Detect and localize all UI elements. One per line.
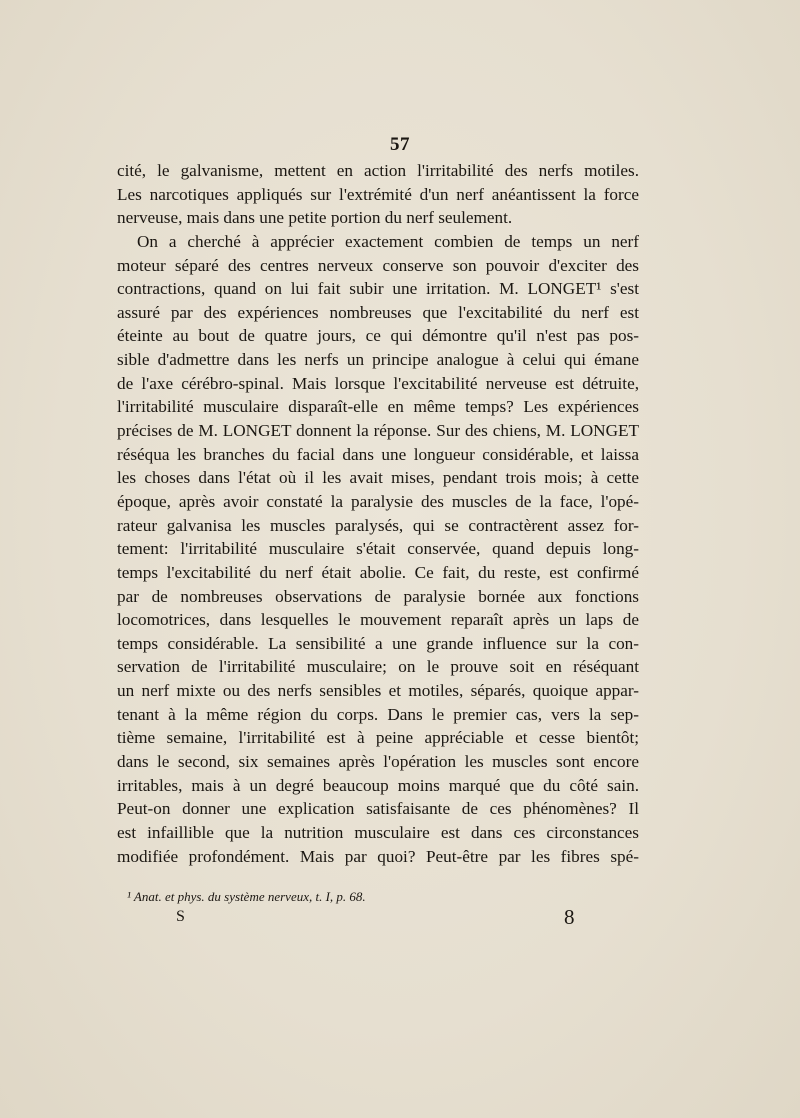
text-line: modifiée profondément. Mais par quoi? Peut-être par les fibres spé- [117, 846, 639, 866]
text-line: rateur galvanisa les muscles paralysés, qui se contractèrent assez for- [117, 515, 639, 535]
text-line: tenant à la même région du corps. Dans le premier cas, vers la sep- [117, 704, 639, 724]
text-line: Les narcotiques appliqués sur l'extrémité d'un nerf anéantissent la force [117, 184, 639, 204]
text-line: assuré par des expériences nombreuses que l'excitabilité du nerf est [117, 302, 639, 322]
text-line: temps l'excitabilité du nerf était abolie. Ce fait, du reste, est confirmé [117, 562, 639, 582]
text-line: tement: l'irritabilité musculaire s'était conservée, quand depuis long- [117, 539, 639, 559]
text-line: tième semaine, l'irritabilité est à peine appréciable et cesse bientôt; [117, 728, 639, 748]
text-line: sible d'admettre dans les nerfs un principe analogue à celui qui émane [117, 350, 639, 370]
text-line: moteur séparé des centres nerveux conserve son pouvoir d'exciter des [117, 255, 639, 275]
text-line: l'irritabilité musculaire disparaît-elle en même temps? Les expériences [117, 397, 639, 417]
text-line: par de nombreuses observations de paralysie bornée aux fonctions [117, 586, 639, 606]
text-line: éteinte au bout de quatre jours, ce qui démontre qu'il n'est pas pos- [117, 326, 639, 346]
text-line: contractions, quand on lui fait subir une irritation. M. LONGET¹ s'est [117, 279, 639, 299]
text-line: un nerf mixte ou des nerfs sensibles et motiles, séparés, quoique appar- [117, 681, 639, 701]
text-line: précises de M. LONGET donnent la réponse. Sur des chiens, M. LONGET [117, 421, 639, 441]
text-line: les choses dans l'état où il les avait mises, pendant trois mois; à cette [117, 468, 639, 488]
text-line: irritables, mais à un degré beaucoup moins marqué que du côté sain. [117, 775, 639, 795]
text-line: nerveuse, mais dans une petite portion du nerf seulement. [117, 208, 513, 228]
text-line: temps considérable. La sensibilité a une grande influence sur la con- [117, 633, 639, 653]
text-line: cité, le galvanisme, mettent en action l'irritabilité des nerfs motiles. [117, 161, 639, 180]
text-line: dans le second, six semaines après l'opération les muscles sont encore [117, 752, 639, 772]
signature-mark-left: S [176, 908, 185, 925]
text-line: On a cherché à apprécier exactement combien de temps un nerf [137, 231, 639, 251]
signature-mark-right: 8 [564, 905, 575, 929]
text-line: est infaillible que la nutrition musculaire est dans ces circonstances [117, 822, 639, 842]
text-line: époque, après avoir constaté la paralysie des muscles de la face, l'opé- [117, 491, 639, 511]
text-line: Peut-on donner une explication satisfaisante de ces phénomènes? Il [117, 799, 639, 819]
text-line: servation de l'irritabilité musculaire; on le prouve soit en réséquant [117, 657, 639, 677]
text-line: réséqua les branches du facial dans une longueur considérable, et laissa [117, 444, 639, 464]
page-number: 57 [390, 134, 410, 155]
body-text [117, 159, 639, 868]
footnote: ¹ Anat. et phys. du système nerveux, t. I, p. 68. [127, 889, 366, 904]
text-line: de l'axe cérébro-spinal. Mais lorsque l'excitabilité nerveuse est détruite, [117, 373, 639, 393]
text-line: locomotrices, dans lesquelles le mouvement reparaît après un laps de [117, 610, 639, 630]
